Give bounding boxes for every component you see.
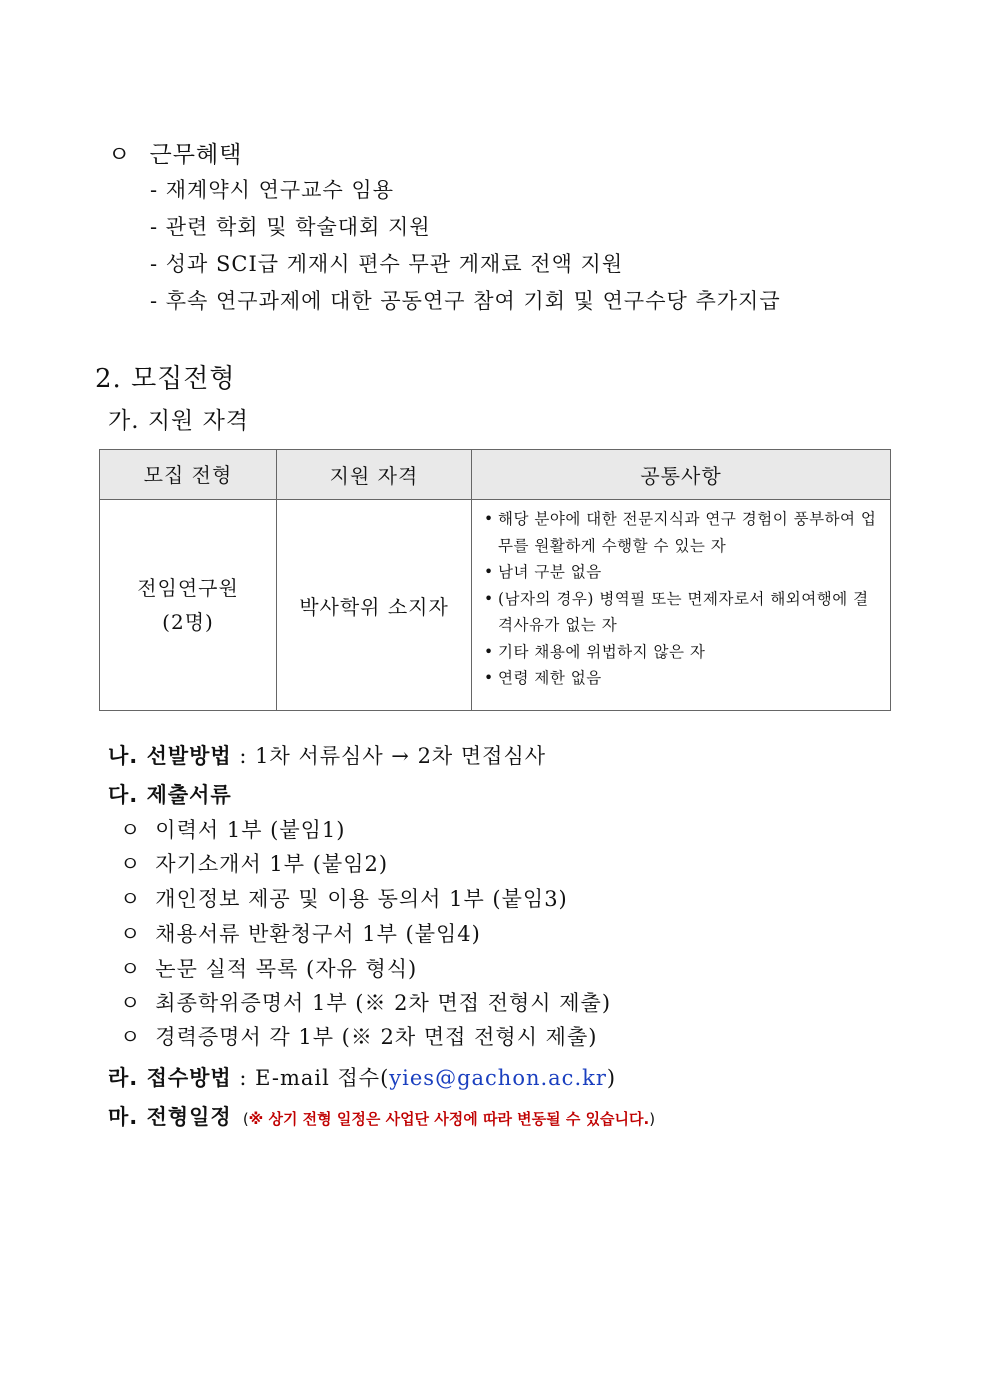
benefits-title: 근무혜택: [149, 142, 243, 168]
header-qualification: 지원 자격: [277, 450, 472, 500]
schedule-note-wrap: [243, 1110, 655, 1128]
document-text: 채용서류 반환청구서 1부 (붙임4): [155, 922, 481, 946]
common-item: • 남녀 구분 없음: [484, 559, 882, 586]
cell-qualification: 박사학위 소지자: [277, 500, 472, 711]
position-count: (2명): [162, 610, 214, 634]
table-row: [100, 500, 891, 711]
schedule-label: 마. 전형일정: [108, 1105, 232, 1129]
document-item: [120, 918, 481, 948]
document-text: 이력서 1부 (붙임1): [155, 818, 346, 842]
section-title: 2. 모집전형: [95, 364, 236, 394]
documents-heading: 다. 제출서류: [108, 783, 232, 807]
submission-method: [108, 1062, 616, 1092]
bullet: ㅇ: [120, 887, 142, 911]
submission-label: 라. 접수방법: [108, 1066, 232, 1090]
common-item: • 기타 채용에 위법하지 않은 자: [484, 639, 882, 666]
selection-value: : 1차 서류심사 → 2차 면접심사: [239, 744, 547, 768]
schedule-note: ※ 상기 전형 일정은 사업단 사정에 따라 변동될 수 있습니다.: [248, 1110, 650, 1128]
document-item: [120, 814, 345, 844]
benefit-item: - 재계약시 연구교수 임용: [150, 178, 394, 202]
cell-position: [100, 500, 277, 711]
benefits-heading: [108, 136, 242, 169]
common-item: • (남자의 경우) 병역필 또는 면제자로서 해외여행에 결격사유가 없는 자: [484, 586, 882, 639]
submission-prefix: : E-mail 접수(: [239, 1066, 390, 1090]
paren-open: (: [242, 1110, 249, 1128]
benefit-item: - 관련 학회 및 학술대회 지원: [150, 215, 431, 239]
paren-close: ): [649, 1110, 656, 1128]
table-header-row: [100, 450, 891, 500]
submission-email-link[interactable]: yies@gachon.ac.kr: [389, 1066, 607, 1090]
document-item: [120, 848, 388, 878]
schedule: [108, 1101, 655, 1131]
cell-common: [472, 500, 891, 711]
document-text: 논문 실적 목록 (자유 형식): [155, 957, 418, 981]
header-common: 공통사항: [472, 450, 891, 500]
benefit-item: - 성과 SCI급 게재시 편수 무관 게재료 전액 지원: [150, 252, 624, 276]
submission-suffix: ): [606, 1066, 617, 1090]
selection-label: 나. 선발방법: [108, 744, 232, 768]
document-item: [120, 1021, 597, 1051]
bullet: ㅇ: [120, 957, 142, 981]
document-text: 최종학위증명서 1부 (※ 2차 면접 전형시 제출): [155, 991, 612, 1015]
document-text: 자기소개서 1부 (붙임2): [155, 852, 389, 876]
common-item: • 해당 분야에 대한 전문지식과 연구 경험이 풍부하여 업무를 원활하게 수행할 수 있는 자: [484, 506, 882, 559]
bullet: ㅇ: [120, 852, 142, 876]
document-text: 경력증명서 각 1부 (※ 2차 면접 전형시 제출): [155, 1025, 598, 1049]
document-item: [120, 953, 417, 983]
qualification-table: [99, 449, 891, 711]
document-text: 개인정보 제공 및 이용 동의서 1부 (붙임3): [155, 887, 568, 911]
position-name: 전임연구원: [137, 576, 239, 600]
selection-method: [108, 740, 546, 770]
bullet: ㅇ: [120, 922, 142, 946]
bullet: ㅇ: [120, 991, 142, 1015]
bullet: ㅇ: [120, 818, 142, 842]
header-recruit-type: 모집 전형: [100, 450, 277, 500]
qualification-heading: 가. 지원 자격: [108, 408, 250, 434]
document-item: [120, 883, 568, 913]
document-item: [120, 987, 611, 1017]
bullet: ㅇ: [120, 1025, 142, 1049]
common-list: [484, 506, 882, 692]
benefit-item: - 후속 연구과제에 대한 공동연구 참여 기회 및 연구수당 추가지급: [150, 289, 781, 313]
bullet: ㅇ: [108, 142, 132, 168]
common-item: • 연령 제한 없음: [484, 665, 882, 692]
